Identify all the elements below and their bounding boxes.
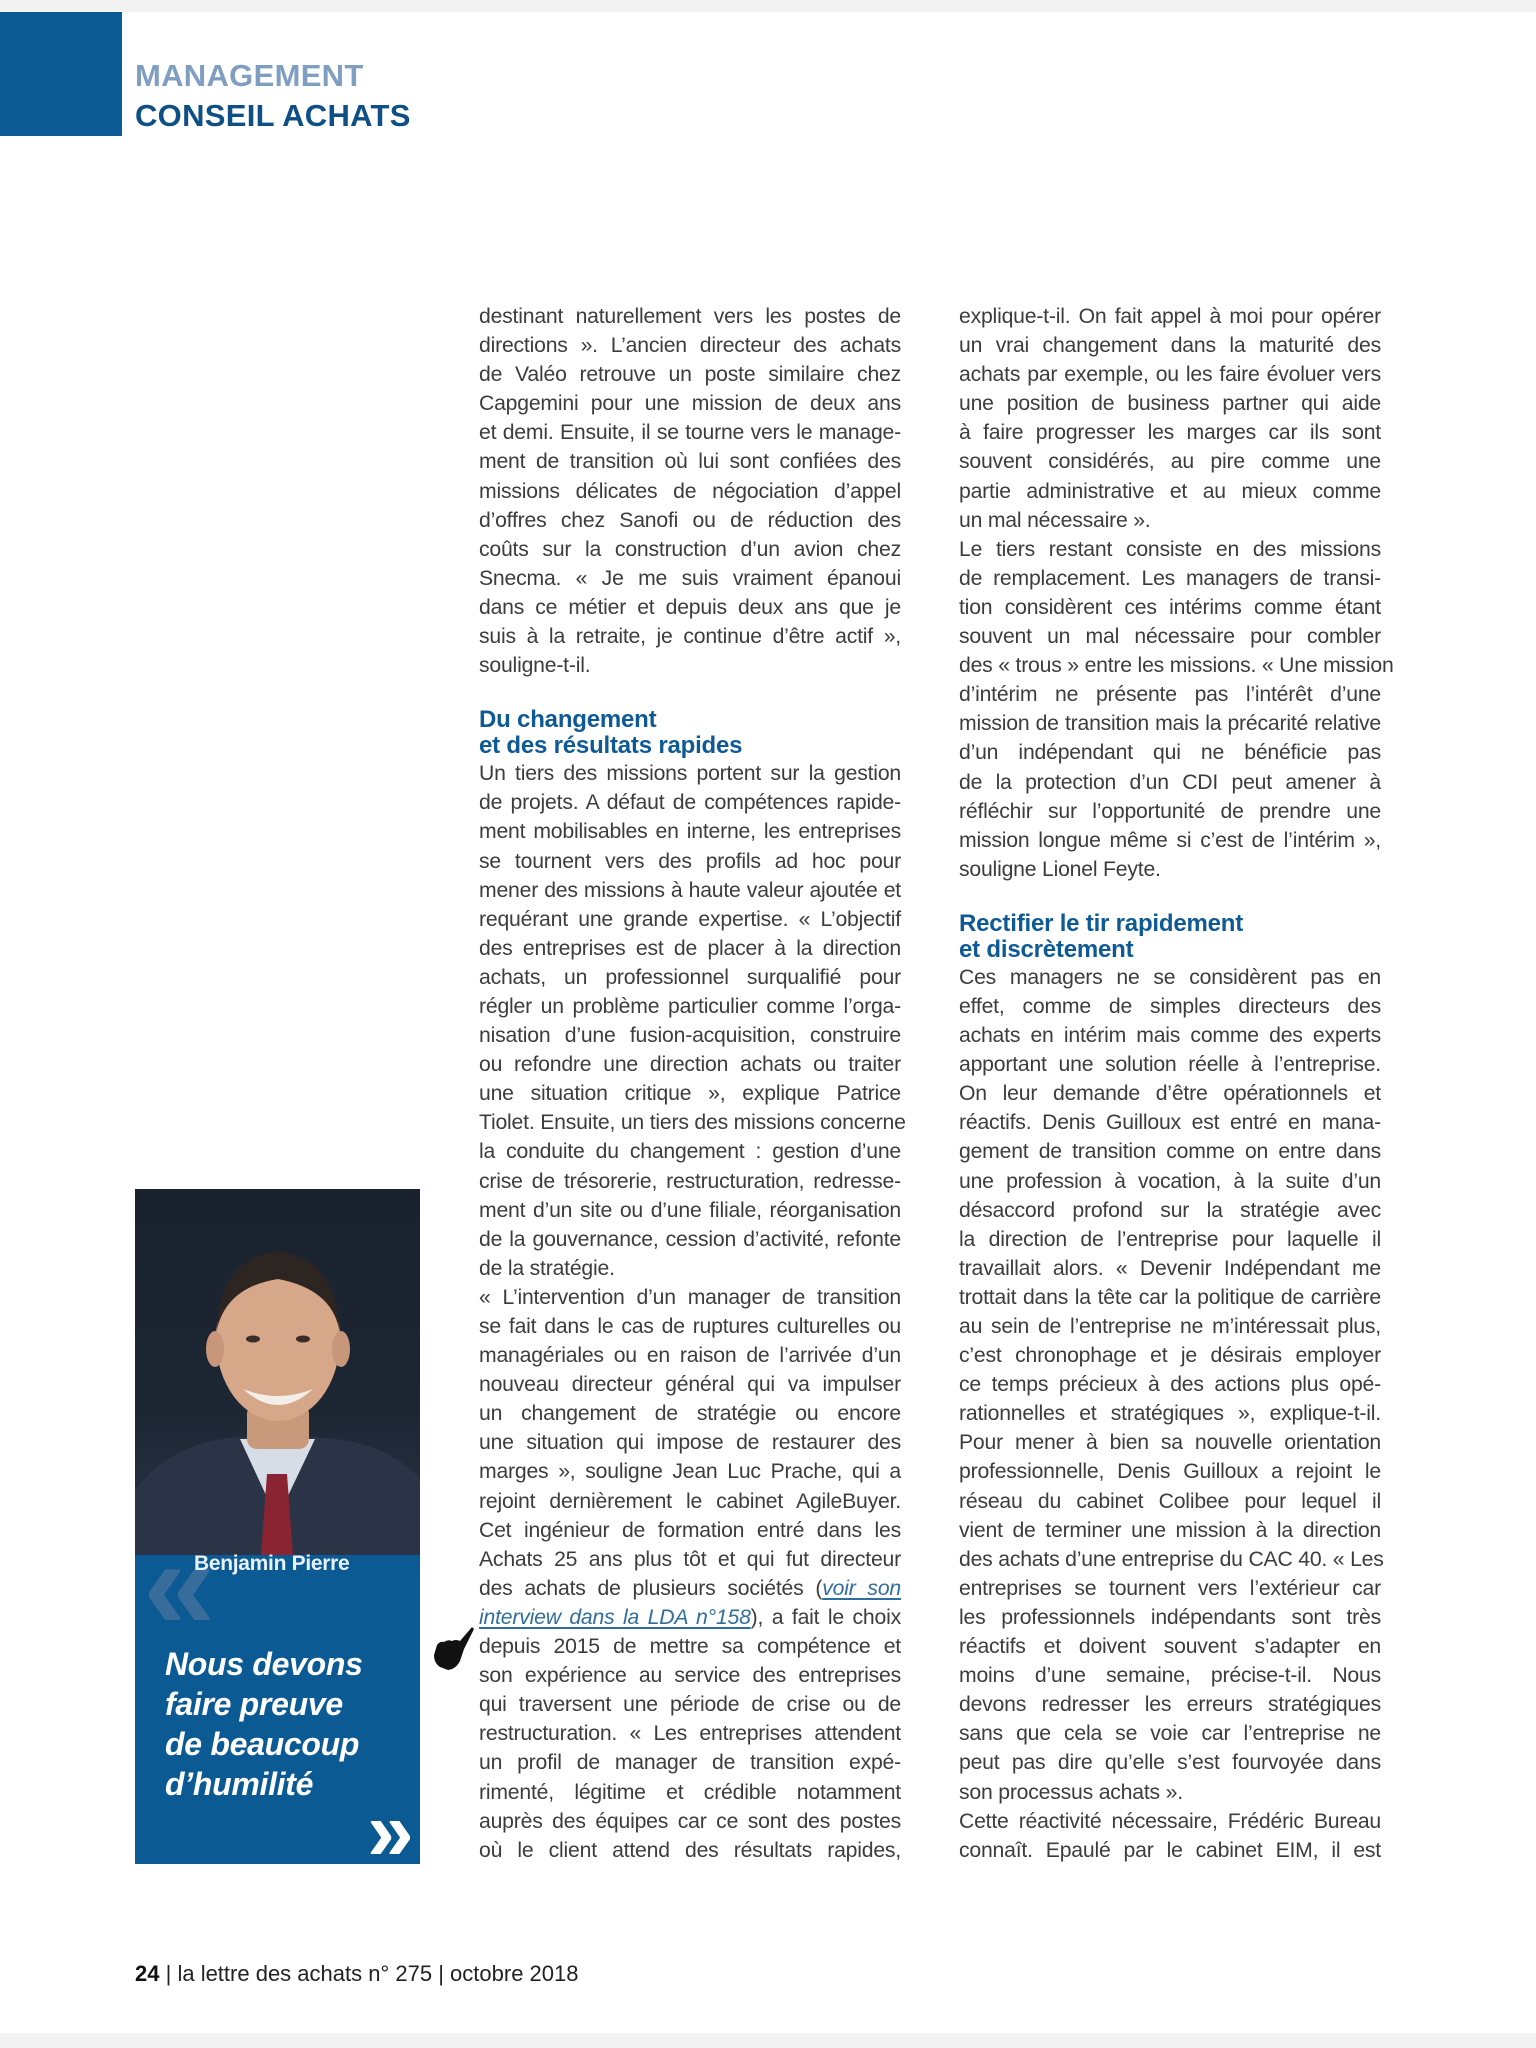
text-line: ment d’un site ou d’une filiale, réorganisation — [479, 1198, 901, 1222]
text-line: professionnelle, Denis Guilloux a rejoint le — [959, 1460, 1381, 1484]
text-line: Achats 25 ans plus tôt et qui fut directeur — [479, 1547, 901, 1571]
paragraph — [479, 759, 906, 1283]
text-line: des achats d’une entreprise du CAC 40. « Les — [959, 1547, 1384, 1571]
close-quote-icon: » — [367, 1784, 414, 1864]
text-line: trottait dans la tête car la politique de carrière — [959, 1285, 1381, 1309]
text-line: vient de terminer une mission à la direction — [959, 1518, 1381, 1542]
text-line: souvent un mal nécessaire pour combler — [959, 625, 1381, 649]
text-line: directions ». L’ancien directeur des achats — [479, 334, 901, 358]
text-line: Pour mener à bien sa nouvelle orientation — [959, 1431, 1381, 1455]
pull-quote-text: Nous devons faire preuve de beaucoup d’humilité — [165, 1646, 363, 1802]
text-line: de projets. A défaut de compétences rapide- — [479, 791, 901, 815]
text-line: rimenté, légitime et crédible notamment — [479, 1780, 901, 1804]
text-line: un mal nécessaire ». — [959, 508, 1151, 532]
text-line: une situation qui impose de restaurer des — [479, 1431, 901, 1455]
text-line: achats en intérim mais comme des experts — [959, 1024, 1381, 1048]
text-line: Un tiers des missions portent sur la gestion — [479, 762, 901, 786]
paragraph — [959, 535, 1394, 884]
open-quote-icon: « — [143, 1511, 216, 1657]
text-line: régler un problème particulier comme l’orga- — [479, 994, 901, 1018]
text-line: où le client attend des résultats rapides, — [479, 1838, 901, 1862]
text-line: connaît. Epaulé par le cabinet EIM, il est — [959, 1838, 1381, 1862]
text-line: de Valéo retrouve un poste similaire chez — [479, 363, 901, 387]
rubric-line-2: CONSEIL ACHATS — [135, 98, 411, 133]
pull-quote-box — [135, 1189, 420, 1864]
section-heading: Du changement et des résultats rapides — [479, 706, 743, 760]
text-line: effet, comme de simples directeurs des — [959, 994, 1381, 1018]
text-line: achats, un professionnel surqualifié pour — [479, 965, 901, 989]
text-line: Le tiers restant consiste en des missions — [959, 537, 1381, 561]
section-heading: Rectifier le tir rapidement et discrètement — [959, 909, 1244, 963]
pointing-hand-icon — [432, 1625, 476, 1671]
text-line: un vrai changement dans la maturité des — [959, 334, 1381, 358]
text-line: travaillait alors. « Devenir Indépendant me — [959, 1256, 1381, 1280]
text-line: coûts sur la construction d’un avion chez — [479, 537, 901, 561]
page-footer: 24 | la lettre des achats n° 275 | octobre 2018 — [135, 1961, 579, 1986]
text-line: entreprises se tournent vers l’extérieur car — [959, 1576, 1381, 1600]
portrait-photo-icon — [135, 1189, 420, 1555]
text-line: suis à la retraite, je continue d’être actif », — [479, 625, 901, 649]
text-line: moins d’une semaine, précise-t-il. Nous — [959, 1664, 1381, 1688]
text-line: les professionnels indépendants sont très — [959, 1605, 1381, 1629]
text-line: souligne-t-il. — [479, 654, 591, 678]
text-line: ou refondre une direction achats ou traiter — [479, 1053, 901, 1077]
text-line: Tiolet. Ensuite, un tiers des missions concerne — [479, 1111, 906, 1135]
text-line: tion considèrent ces intérims comme étant — [959, 595, 1381, 619]
text-line: Cette réactivité nécessaire, Frédéric Bureau — [959, 1809, 1381, 1833]
text-line: apportant une solution réelle à l’entreprise. — [959, 1053, 1381, 1077]
text-line: c’est chronophage et je désirais employer — [959, 1344, 1381, 1368]
text-line: mission de transition mais la précarité relative — [959, 712, 1381, 736]
text-line: d’offres chez Sanofi ou de réduction des — [479, 508, 901, 532]
paragraph: « L’intervention d’un manager de transition se fait dans le cas de ruptures culturelles ou managériales ou en raison de l’arrivée d’un nouveau directeur général qui va impulser un changement de stratégie ou encore une situation qui impose de restaurer des marges », souligne Jean Luc Prache, qui a rejoint dernièrement le cabinet AgileBuyer. Cet ingénieur de formation entré dans les Achats 25 ans plus tôt et qui fut directeur des achats de plusieurs sociétés (voir son interview dans la LDA n°158), a fait le choix depuis 2015 de mettre sa compétence et son expérience au service des entreprises qui traversent une période de crise ou de restructuration. « Les entreprises attendent un profil de manager de transition expé- rimenté, légitime et crédible notamment auprès des équipes car ce sont des postes où le client attend des résultats rapides, — [479, 1283, 901, 1865]
text-line: Cet ingénieur de formation entré dans les — [479, 1518, 901, 1542]
text-line: dans ce métier et depuis deux ans que je — [479, 595, 901, 619]
text-line: la direction de l’entreprise pour laquelle il — [959, 1227, 1381, 1251]
text-line: missions délicates de négociation d’appel — [479, 479, 901, 503]
text-line: désaccord profond sur la stratégie avec — [959, 1198, 1381, 1222]
article-column-right — [959, 302, 1394, 1865]
text-line: requérant une grande expertise. « L’objectif — [479, 907, 901, 931]
text-line: managériales ou en raison de l’arrivée d’un — [479, 1344, 901, 1368]
text-line: devons redresser les erreurs stratégiques — [959, 1693, 1381, 1717]
text-line: une profession à vocation, à la suite d’un — [959, 1169, 1381, 1193]
person-name: Benjamin Pierre — [194, 1552, 350, 1575]
text-line: qui traversent une période de crise ou de — [479, 1693, 901, 1717]
text-line: nisation d’une fusion-acquisition, construire — [479, 1024, 901, 1048]
text-line: réactifs. Denis Guilloux est entré en mana- — [959, 1111, 1381, 1135]
bottom-viewer-strip — [0, 2033, 1536, 2048]
text-line: sans que cela se voie car l’entreprise ne — [959, 1722, 1381, 1746]
text-line: une position de business partner qui aide — [959, 392, 1381, 416]
text-line: d’intérim ne présente pas l’intérêt d’une — [959, 683, 1381, 707]
rubric-color-block — [0, 12, 122, 136]
text-line: se fait dans le cas de ruptures culturelles ou — [479, 1315, 901, 1338]
lda-158-interview-link-continued[interactable]: interview dans la LDA n°158 — [479, 1605, 751, 1629]
text-line: de remplacement. Les managers de transi- — [959, 566, 1381, 590]
text-line: un changement de stratégie ou encore — [479, 1402, 901, 1426]
text-line: crise de trésorerie, restructuration, redresse- — [479, 1169, 901, 1193]
text-line: de la gouvernance, cession d’activité, refonte — [479, 1227, 901, 1251]
text-line: depuis 2015 de mettre sa compétence et — [479, 1635, 901, 1659]
paragraph — [479, 302, 901, 680]
text-line: son processus achats ». — [959, 1780, 1183, 1804]
text-line: une situation critique », explique Patrice — [479, 1082, 901, 1106]
text-line: marges », souligne Jean Luc Prache, qui a — [479, 1460, 901, 1484]
text-line: souligne Lionel Feyte. — [959, 857, 1161, 881]
publication-name: la lettre des achats n° 275 — [177, 1961, 433, 1986]
lda-158-interview-link[interactable]: voir son — [822, 1576, 901, 1600]
text-line: restructuration. « Les entreprises attendent — [479, 1722, 901, 1746]
paragraph — [959, 963, 1384, 1807]
text-line: Ces managers ne se considèrent pas en — [959, 965, 1381, 989]
text-line: Snecma. « Je me suis vraiment épanoui — [479, 566, 901, 590]
text-line: de la stratégie. — [479, 1256, 615, 1280]
text-line: réfléchir sur l’opportunité de prendre une — [959, 799, 1381, 823]
text-line: « L’intervention d’un manager de transition — [479, 1285, 901, 1309]
page-number: 24 — [135, 1961, 160, 1986]
text-line: d’un indépendant qui ne bénéficie pas — [959, 741, 1381, 765]
rubric-line-1: MANAGEMENT — [135, 58, 364, 93]
text-line: peut pas dire qu’elle s’est fourvoyée dans — [959, 1751, 1381, 1775]
text-line: mission longue même si c’est de l’intérim », — [959, 828, 1381, 852]
text-line: ment mobilisables en interne, les entreprises — [479, 820, 901, 844]
text-line: ment de transition où lui sont confiées des — [479, 450, 901, 474]
paragraph — [959, 302, 1381, 535]
article-column-middle — [479, 302, 906, 1865]
paragraph — [959, 1807, 1381, 1865]
text-line: gement de transition comme on entre dans — [959, 1140, 1381, 1164]
text-line: des entreprises est de placer à la direction — [479, 936, 901, 960]
text-line: Capgemini pour une mission de deux ans — [479, 392, 901, 416]
text-line: ce temps précieux à des actions plus opé- — [959, 1373, 1381, 1397]
text-line: destinant naturellement vers les postes de — [479, 305, 901, 328]
text-line: mener des missions à haute valeur ajoutée et — [479, 878, 901, 902]
text-line: partie administrative et au mieux comme — [959, 479, 1381, 503]
text-line: auprès des équipes car ce sont des postes — [479, 1809, 901, 1833]
text-line: rejoint dernièrement le cabinet AgileBuyer. — [479, 1489, 901, 1513]
text-line: réseau du cabinet Colibee pour lequel il — [959, 1489, 1381, 1513]
text-line: au sein de l’entreprise ne m’intéressait plus, — [959, 1315, 1381, 1338]
text-line: un profil de manager de transition expé- — [479, 1751, 901, 1775]
text-line: des « trous » entre les missions. « Une mission — [959, 654, 1394, 678]
text-line: à faire progresser les marges car ils sont — [959, 421, 1381, 445]
text-line: son expérience au service des entreprises — [479, 1664, 901, 1688]
text-line: achats par exemple, ou les faire évoluer vers — [959, 363, 1381, 387]
text-line: souvent considérés, au pire comme une — [959, 450, 1381, 474]
top-viewer-strip — [0, 0, 1536, 12]
text-line: de la protection d’un CDI peut amener à — [959, 770, 1381, 794]
text-line: la conduite du changement : gestion d’une — [479, 1140, 901, 1164]
text-line: On leur demande d’être opérationnels et — [959, 1082, 1381, 1106]
issue-date: octobre 2018 — [450, 1961, 579, 1986]
text-line: réactifs et doivent souvent s’adapter en — [959, 1635, 1381, 1659]
text-line: nouveau directeur général qui va impulser — [479, 1373, 901, 1397]
text-line: rationnelles et stratégiques », explique-t-il. — [959, 1402, 1381, 1426]
text-line: explique-t-il. On fait appel à moi pour opérer — [959, 305, 1381, 328]
text-line: et demi. Ensuite, il se tourne vers le manage- — [479, 421, 901, 445]
text-line: se tournent vers des profils ad hoc pour — [479, 849, 901, 873]
section-rubric — [135, 56, 411, 136]
